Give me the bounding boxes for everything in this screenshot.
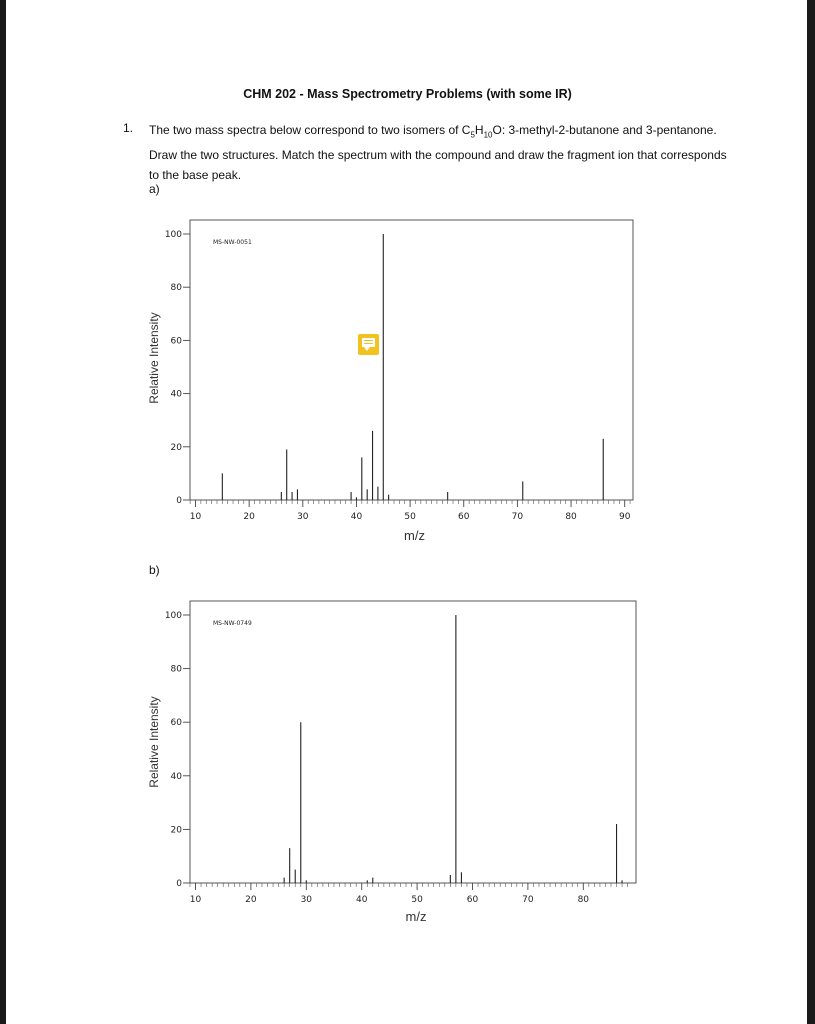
- chart-a-y-tick-label: 80: [170, 283, 182, 294]
- chart-a-y-tick-label: 0: [176, 496, 182, 506]
- chart-b-y-axis-label: Relative Intensity: [147, 696, 161, 788]
- part-a-label: a): [149, 182, 160, 196]
- chart-b-y-tick-label: 60: [170, 718, 182, 729]
- chart-a-x-tick-label: 90: [618, 512, 631, 522]
- chart-b-x-tick-label: 10: [189, 895, 202, 905]
- chart-b-spectrum-id: MS-NW-0749: [213, 620, 252, 627]
- chart-b-x-tick-label: 30: [300, 895, 313, 905]
- part-b-label: b): [149, 563, 160, 577]
- chart-b-y-tick-label: 100: [164, 611, 182, 621]
- chart-a-x-tick-label: 50: [404, 512, 416, 522]
- question-text: [149, 120, 729, 185]
- formula-subscript-5: 5: [470, 130, 475, 140]
- chart-a-x-tick-label: 30: [297, 512, 309, 522]
- chart-a-x-tick-label: 40: [350, 512, 363, 522]
- question-number: 1.: [123, 121, 134, 135]
- chart-b-x-tick-label: 70: [522, 895, 534, 905]
- chart-a-x-tick-label: 80: [565, 512, 577, 522]
- chart-a-x-tick-label: 70: [511, 512, 524, 522]
- chart-b-x-tick-label: 60: [466, 895, 479, 905]
- chart-a-x-tick-label: 10: [189, 512, 202, 522]
- formula-subscript-10: 10: [483, 130, 493, 140]
- chart-a-x-tick-label: 60: [458, 512, 470, 522]
- formula-h: H: [474, 123, 484, 137]
- chart-a-spectrum-id: MS-NW-0051: [213, 239, 252, 246]
- chart-a-y-axis-label: Relative Intensity: [147, 312, 161, 404]
- chart-b-y-tick-label: 20: [170, 825, 182, 836]
- chart-a-y-tick-label: 100: [164, 230, 182, 240]
- chart-a-y-tick-label: 60: [170, 336, 182, 347]
- page-title: CHM 202 - Mass Spectrometry Problems (with some IR): [243, 87, 572, 101]
- chart-b-y-tick-label: 40: [170, 771, 182, 782]
- chart-b-y-tick-label: 80: [170, 664, 182, 675]
- chart-b-y-tick-label: 0: [176, 879, 182, 889]
- chart-b-x-tick-label: 40: [355, 895, 368, 905]
- chart-b-x-axis-label: m/z: [405, 909, 427, 924]
- chart-b-x-tick-label: 50: [411, 895, 423, 905]
- question-text-post: O: 3-methyl-2-butanone and 3-pentanone. Draw the two structures. Match the spectrum with the compound and draw the fragment ion that corresponds to the base peak.: [149, 123, 727, 183]
- chart-a-x-axis-label: m/z: [404, 528, 425, 543]
- comment-icon[interactable]: [358, 334, 379, 355]
- chart-a-x-tick-label: 20: [243, 512, 255, 522]
- chart-a-y-tick-label: 40: [170, 389, 182, 400]
- chart-b-x-tick-label: 80: [577, 895, 590, 905]
- chart-b-x-tick-label: 20: [245, 895, 257, 905]
- question-text-pre: The two mass spectra below correspond to two isomers of C: [149, 123, 471, 137]
- chart-a-y-tick-label: 20: [170, 442, 182, 453]
